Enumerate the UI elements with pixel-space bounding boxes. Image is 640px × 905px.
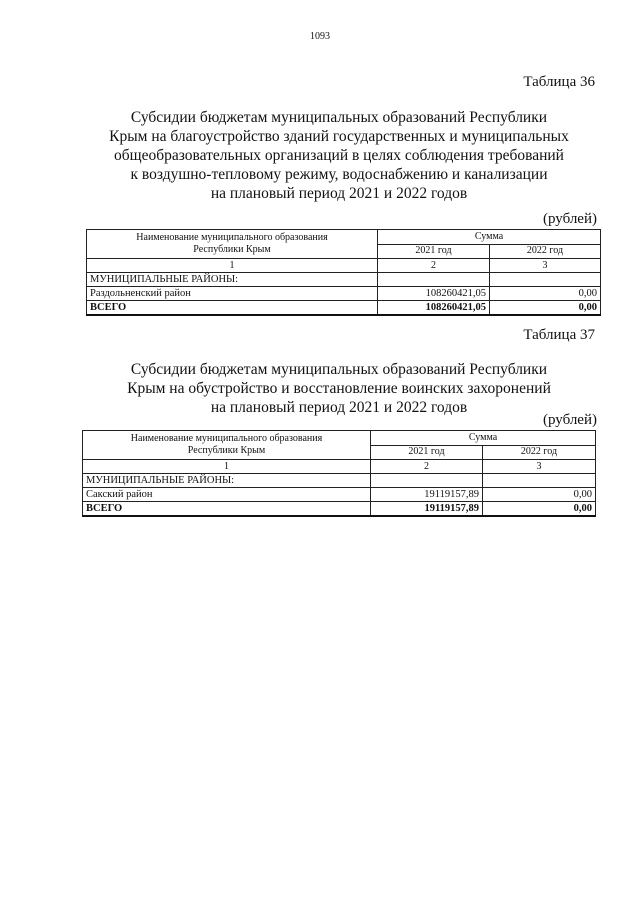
column-number: 3 — [483, 460, 596, 474]
column-number: 2 — [378, 259, 490, 273]
empty-cell — [483, 474, 596, 488]
header-name-col — [87, 230, 378, 259]
title-line: к воздушно-тепловому режиму, водоснабжению и канализации — [130, 166, 548, 183]
column-number: 3 — [490, 259, 601, 273]
row-value-2022: 0,00 — [483, 488, 596, 502]
total-row — [83, 502, 596, 517]
title-line: общеобразовательных организаций в целях соблюдения требований — [114, 147, 564, 164]
row-name: Раздольненский район — [87, 287, 378, 301]
total-row — [87, 301, 601, 316]
title-line: Субсидии бюджетам муниципальных образований Республики — [130, 361, 548, 378]
table-row — [83, 488, 596, 502]
total-value-2022: 0,00 — [490, 301, 601, 316]
header-sum: Сумма — [378, 230, 601, 245]
unit-label-36: (рублей) — [542, 211, 597, 227]
empty-cell — [490, 273, 601, 287]
table-label-36: Таблица 36 — [523, 74, 595, 90]
header-year-2022: 2022 год — [483, 445, 596, 460]
row-value-2021: 108260421,05 — [378, 287, 490, 301]
title-line: на плановый период 2021 и 2022 годов — [210, 399, 468, 416]
header-name-line: Наименование муниципального образования — [130, 433, 323, 444]
subsidy-table-36 — [86, 229, 601, 316]
title-line: на плановый период 2021 и 2022 годов — [210, 185, 468, 202]
table-title-37 — [96, 360, 582, 417]
table-title-36 — [96, 108, 582, 203]
header-name-line: Наименование муниципального образования — [136, 232, 328, 243]
total-value-2021: 108260421,05 — [378, 301, 490, 316]
section-label: МУНИЦИПАЛЬНЫЕ РАЙОНЫ: — [87, 273, 378, 287]
header-year-2021: 2021 год — [371, 445, 483, 460]
total-value-2021: 19119157,89 — [371, 502, 483, 517]
column-number: 2 — [371, 460, 483, 474]
unit-label-37: (рублей) — [542, 412, 597, 428]
column-number: 1 — [83, 460, 371, 474]
table-label-37: Таблица 37 — [523, 327, 595, 343]
table-row — [87, 287, 601, 301]
title-line: Крым на благоустройство зданий государственных и муниципальных — [109, 128, 569, 145]
header-year-2021: 2021 год — [378, 244, 490, 259]
header-year-2022: 2022 год — [490, 244, 601, 259]
column-number: 1 — [87, 259, 378, 273]
total-label: ВСЕГО — [87, 301, 378, 316]
row-value-2022: 0,00 — [490, 287, 601, 301]
header-name-line: Республики Крым — [193, 244, 271, 255]
total-value-2022: 0,00 — [483, 502, 596, 517]
row-value-2021: 19119157,89 — [371, 488, 483, 502]
header-sum: Сумма — [371, 431, 596, 446]
row-name: Сакский район — [83, 488, 371, 502]
section-label: МУНИЦИПАЛЬНЫЕ РАЙОНЫ: — [83, 474, 371, 488]
header-name-line: Республики Крым — [187, 445, 266, 456]
title-line: Субсидии бюджетам муниципальных образований Республики — [130, 109, 548, 126]
empty-cell — [378, 273, 490, 287]
subsidy-table-37 — [82, 430, 596, 517]
header-name-col — [83, 431, 371, 460]
page-number: 1093 — [310, 31, 330, 42]
title-line: Крым на обустройство и восстановление воинских захоронений — [127, 380, 551, 397]
empty-cell — [371, 474, 483, 488]
total-label: ВСЕГО — [83, 502, 371, 517]
